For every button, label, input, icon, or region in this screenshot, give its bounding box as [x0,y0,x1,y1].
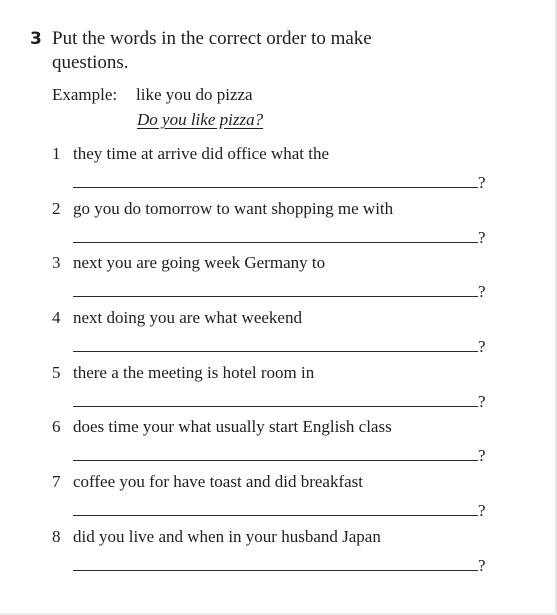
exercise-number: 3 [30,29,42,49]
example-row [52,84,253,106]
question-words: did you live and when in your husband Japan [73,526,381,546]
question-words: next you are going week Germany to [73,253,326,273]
question-words: does time your what usually start English class [73,417,392,437]
answer-line[interactable] [73,351,478,352]
question-number: 2 [52,198,61,218]
question-mark: ? [478,173,486,192]
question-number: 4 [52,308,61,328]
answer-line[interactable] [73,406,478,407]
question-number: 7 [52,472,61,492]
question-number: 6 [52,417,61,437]
question-item-6 [52,416,512,471]
answer-line[interactable] [73,187,478,188]
example-words: like you do pizza [136,85,253,104]
question-number: 3 [52,253,61,273]
question-mark: ? [478,282,486,302]
question-words: there a the meeting is hotel room in [73,362,315,382]
question-item-8 [52,526,512,581]
question-list [52,143,512,581]
question-mark: ? [478,227,486,247]
question-words: next doing you are what weekend [73,308,302,328]
question-words: they time at arrive did office what the [73,144,330,163]
question-mark: ? [478,501,486,521]
question-mark: ? [478,337,486,357]
answer-line[interactable] [73,242,478,243]
question-mark: ? [478,391,486,411]
question-number: 1 [52,144,61,163]
question-words: go you do tomorrow to want shopping me with [73,198,394,218]
question-number: 8 [52,526,61,546]
answer-line[interactable] [73,296,478,297]
question-mark: ? [478,446,486,466]
question-item-5 [52,362,512,417]
question-item-4 [52,307,512,362]
question-number: 5 [52,362,61,382]
question-item-2 [52,198,512,253]
question-item-1 [52,143,512,198]
example-label: Example: [52,85,118,104]
question-item-7 [52,471,512,526]
question-item-3 [52,252,512,307]
answer-line[interactable] [73,460,478,461]
question-mark: ? [478,555,486,575]
exercise-instruction: Put the words in the correct order to make questions. [52,28,372,73]
question-words: coffee you for have toast and did breakfast [73,472,363,492]
example-answer: Do you like pizza? [137,110,264,129]
answer-line[interactable] [73,515,478,516]
answer-line[interactable] [73,570,478,571]
